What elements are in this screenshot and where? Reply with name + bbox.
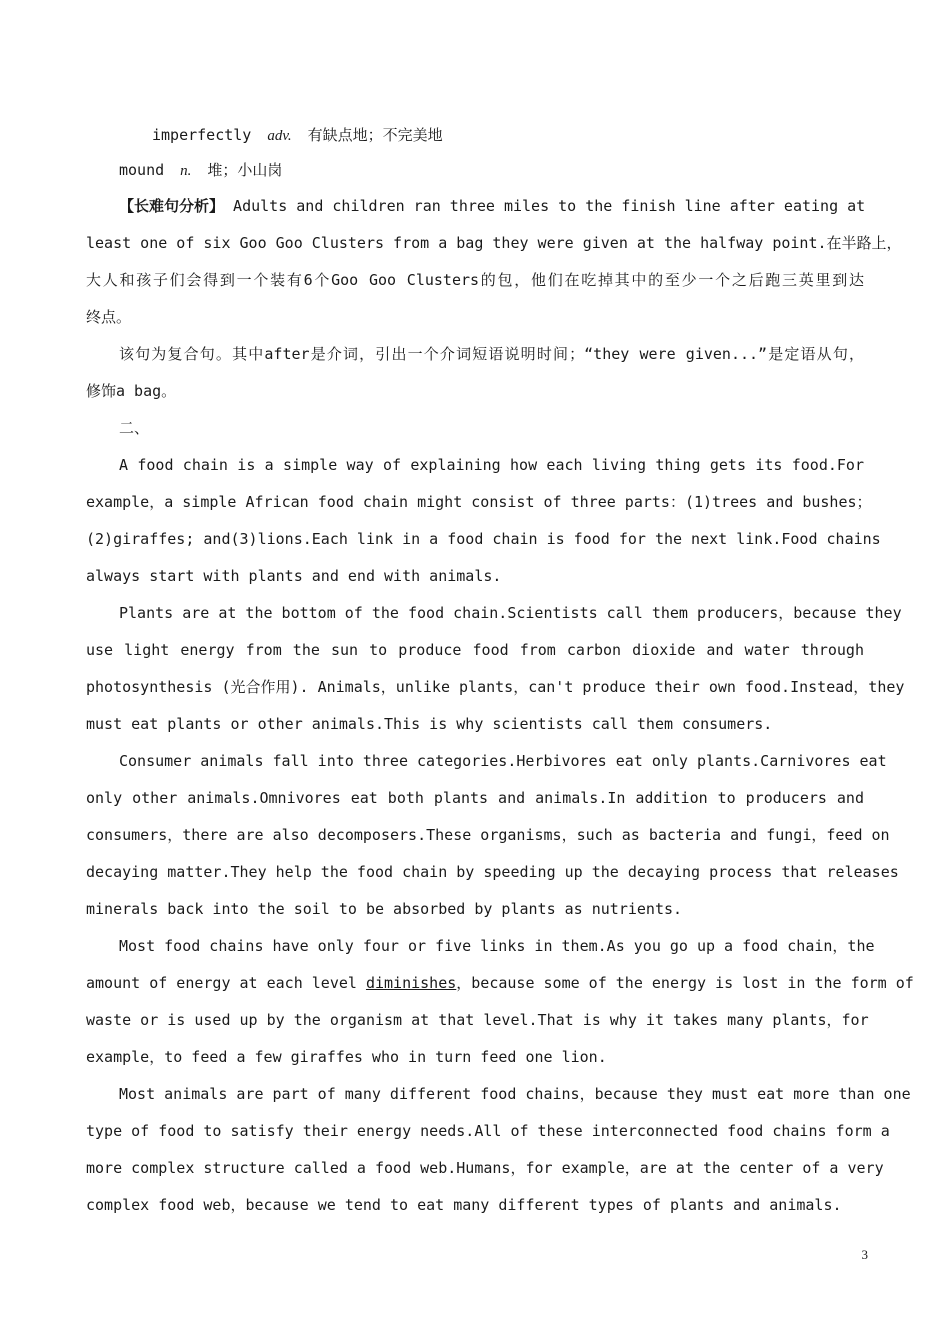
analysis-note-1: 该句为复合句。其中after是介词，引出一个介词短语说明时间；“they were given...”是定语从句， xyxy=(119,345,864,363)
passage-line: only other animals.Omnivores eat both plants and animals.In addition to producers and xyxy=(86,789,864,807)
analysis-note-2: 修饰a bag。 xyxy=(86,382,177,400)
analysis-line-2: least one of six Goo Goo Clusters from a bag they were given at the halfway point.在半路上， xyxy=(86,234,902,252)
passage-line: example，to feed a few giraffes who in turn feed one lion. xyxy=(86,1048,607,1066)
analysis-text: Adults and children ran three miles to the finish line after eating at xyxy=(233,197,866,215)
analysis-line-3: 大人和孩子们会得到一个装有6个Goo Goo Clusters的包，他们在吃掉其中的至少一个之后跑三英里到达 xyxy=(86,271,864,289)
passage-line: complex food web，because we tend to eat many different types of plants and animals. xyxy=(86,1196,842,1214)
passage-line xyxy=(86,965,914,1002)
passage-line: Consumer animals fall into three categories.Herbivores eat only plants.Carnivores eat xyxy=(119,752,887,770)
vocab-pos: n. xyxy=(180,163,192,179)
passage-paragraph-5 xyxy=(86,1076,911,1224)
passage-line: decaying matter.They help the food chain by speeding up the decaying process that releases xyxy=(86,863,899,881)
page-content xyxy=(86,118,914,1224)
vocab-meaning: 堆；小山岗 xyxy=(207,161,283,179)
vocab-meaning: 有缺点地；不完美地 xyxy=(307,126,443,144)
passage-line: use light energy from the sun to produce food from carbon dioxide and water through xyxy=(86,641,864,659)
passage-line: waste or is used up by the organism at that level.That is why it takes many plants，for xyxy=(86,1011,869,1029)
analysis-heading: 【长难句分析】 xyxy=(119,197,225,215)
passage-line: A food chain is a simple way of explaining how each living thing gets its food.For xyxy=(119,456,864,474)
passage-paragraph-4 xyxy=(86,928,914,1076)
passage-paragraph-3 xyxy=(86,743,899,928)
passage-line: Most animals are part of many different food chains，because they must eat more than one xyxy=(119,1085,911,1103)
passage-line: example，a simple African food chain might consist of three parts：(1)trees and bushes； xyxy=(86,493,872,511)
passage-line: more complex structure called a food web.Humans，for example，are at the center of a very xyxy=(86,1159,884,1177)
vocab-pos: adv. xyxy=(267,128,292,144)
passage-line: type of food to satisfy their energy needs.All of these interconnected food chains form a xyxy=(86,1122,890,1140)
passage-line: Most food chains have only four or five links in them.As you go up a food chain，the xyxy=(119,937,875,955)
passage-paragraph-2 xyxy=(86,595,905,743)
section-marker: 二、 xyxy=(119,419,150,437)
passage-line: (2)giraffes; and(3)lions.Each link in a food chain is food for the next link.Food chains xyxy=(86,530,881,548)
passage-text: ，because some of the energy is lost in the form of xyxy=(456,974,914,992)
passage-line: minerals back into the soil to be absorbed by plants as nutrients. xyxy=(86,900,683,918)
analysis-section xyxy=(86,188,902,410)
passage-text: amount of energy at each level xyxy=(86,974,366,992)
page-number: 3 xyxy=(861,1247,868,1262)
passage xyxy=(86,447,914,1224)
passage-line: must eat plants or other animals.This is why scientists call them consumers. xyxy=(86,715,773,733)
vocab-word: imperfectly xyxy=(152,126,252,144)
passage-line: Plants are at the bottom of the food chain.Scientists call them producers，because they xyxy=(119,604,902,622)
vocab-word: mound xyxy=(119,161,165,179)
passage-line: always start with plants and end with animals. xyxy=(86,567,502,585)
passage-line: consumers，there are also decomposers.These organisms，such as bacteria and fungi，feed on xyxy=(86,826,890,844)
analysis-line-1 xyxy=(86,188,864,225)
passage-line: photosynthesis (光合作用). Animals，unlike plants，can't produce their own food.Instead，they xyxy=(86,678,905,696)
vocab-entry-1 xyxy=(86,118,864,153)
passage-paragraph-1 xyxy=(86,447,881,595)
underlined-word: diminishes xyxy=(365,974,457,992)
vocab-entry-2 xyxy=(86,153,864,188)
analysis-line-4: 终点。 xyxy=(86,308,132,326)
